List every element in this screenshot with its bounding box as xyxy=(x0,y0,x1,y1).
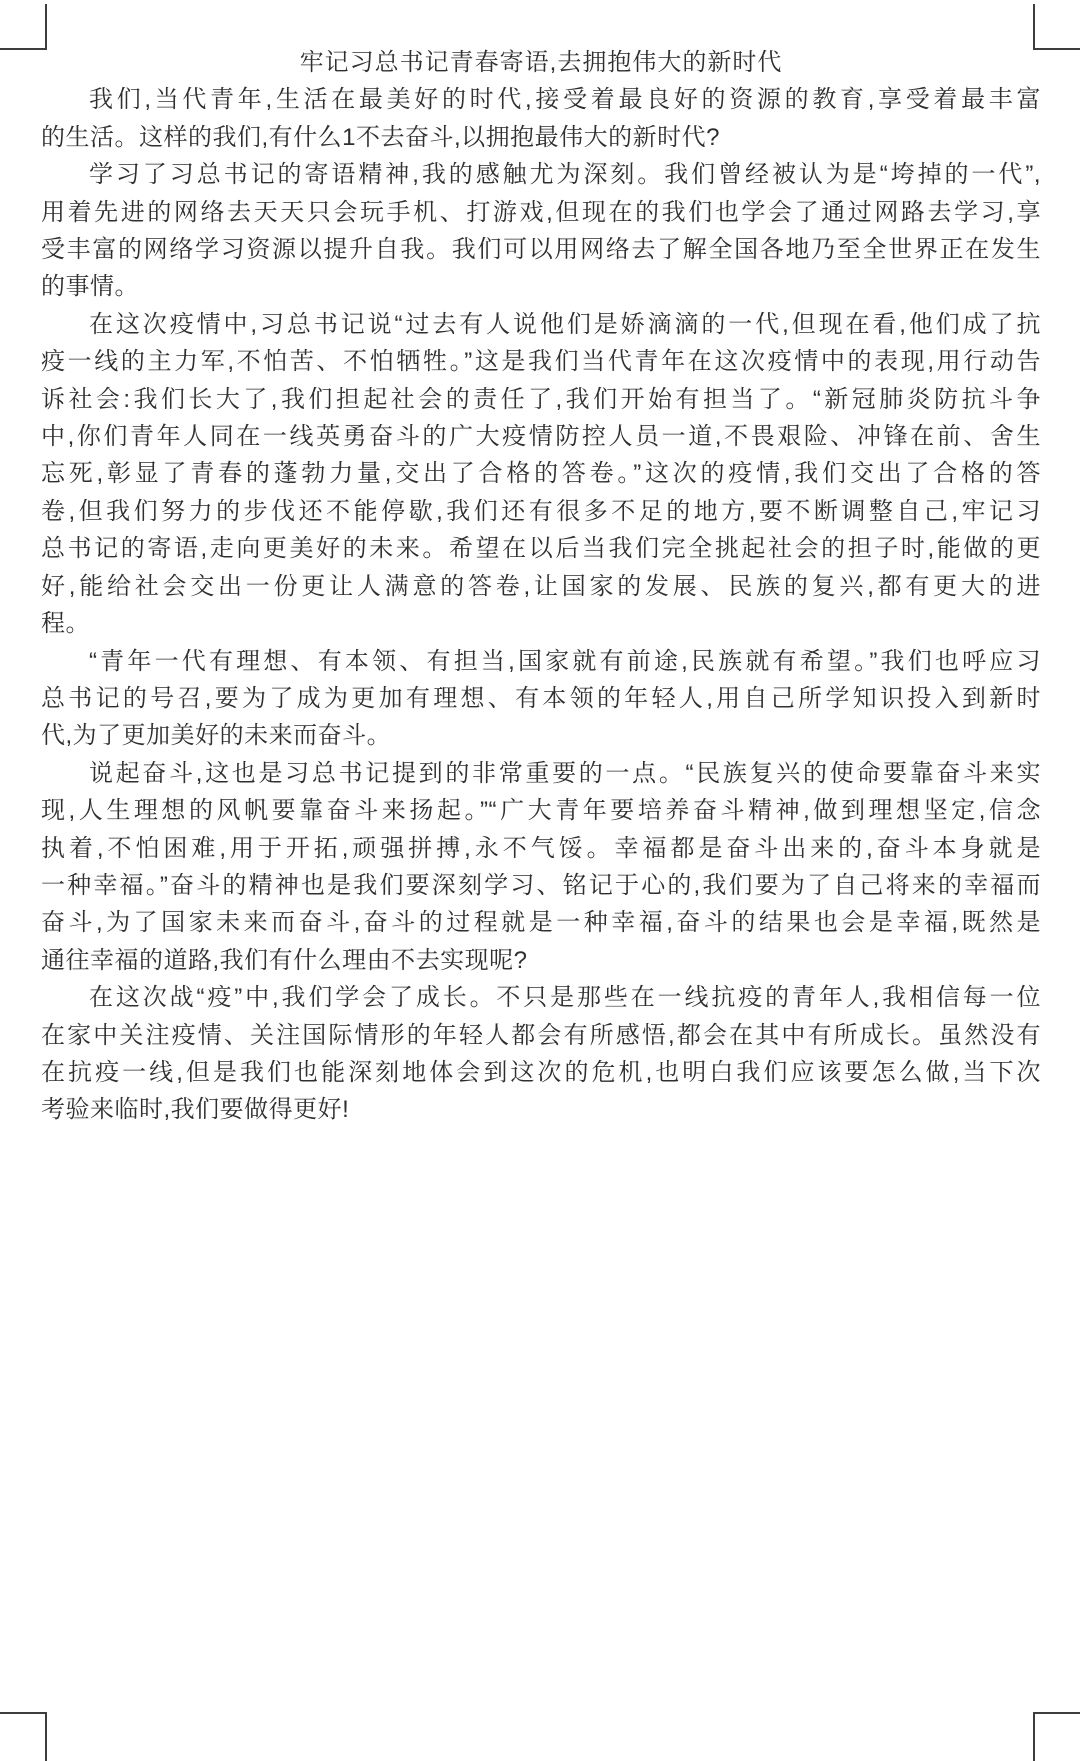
essay-paragraph xyxy=(41,81,1041,156)
essay-paragraph xyxy=(41,306,1041,643)
essay-line: 奋斗,为了国家未来而奋斗,奋斗的过程就是一种幸福,奋斗的结果也会是幸福,既然是 xyxy=(41,909,1041,937)
essay-line: 考验来临时,我们要做得更好! xyxy=(41,1096,350,1124)
essay-paragraph xyxy=(41,755,1041,979)
essay-content xyxy=(41,44,1041,1129)
essay-line: 在这次战“疫”中,我们学会了成长。不只是那些在一线抗疫的青年人,我相信每一位 xyxy=(89,984,1041,1012)
essay-line: 在抗疫一线,但是我们也能深刻地体会到这次的危机,也明白我们应该要怎么做,当下次 xyxy=(41,1058,1041,1086)
essay-line: 现,人生理想的风帆要靠奋斗来扬起。”“广大青年要培养奋斗精神,做到理想坚定,信念 xyxy=(41,797,1041,825)
essay-line: 在这次疫情中,习总书记说“过去有人说他们是娇滴滴的一代,但现在看,他们成了抗 xyxy=(89,310,1041,338)
essay-line: 疫一线的主力军,不怕苦、不怕牺牲。”这是我们当代青年在这次疫情中的表现,用行动告 xyxy=(41,348,1041,376)
essay-line: 的事情。 xyxy=(41,273,139,301)
essay-line: 受丰富的网络学习资源以提升自我。我们可以用网络去了解全国各地乃至全世界正在发生 xyxy=(41,236,1041,264)
corner-mark-bottom-left xyxy=(0,1712,47,1761)
essay-line: 代,为了更加美好的未来而奋斗。 xyxy=(41,722,392,750)
essay-line: 一种幸福。”奋斗的精神也是我们要深刻学习、铭记于心的,我们要为了自己将来的幸福而 xyxy=(41,871,1041,899)
essay-body xyxy=(41,81,1041,1128)
essay-paragraph xyxy=(41,643,1041,755)
essay-line: 用着先进的网络去天天只会玩手机、打游戏,但现在的我们也学会了通过网路去学习,享 xyxy=(41,198,1041,226)
essay-line: 总书记的号召,要为了成为更加有理想、有本领的年轻人,用自己所学知识投入到新时 xyxy=(41,684,1041,712)
essay-paragraph xyxy=(41,156,1041,306)
essay-line: 中,你们青年人同在一线英勇奋斗的广大疫情防控人员一道,不畏艰险、冲锋在前、舍生 xyxy=(41,423,1041,451)
essay-title: 牢记习总书记青春寄语,去拥抱伟大的新时代 xyxy=(299,49,783,76)
essay-line: 诉社会:我们长大了,我们担起社会的责任了,我们开始有担当了。“新冠肺炎防抗斗争 xyxy=(41,385,1041,413)
essay-line: 总书记的寄语,走向更美好的未来。希望在以后当我们完全挑起社会的担子时,能做的更 xyxy=(41,535,1041,563)
corner-mark-bottom-right xyxy=(1033,1712,1080,1761)
essay-paragraph xyxy=(41,979,1041,1129)
essay-line: 忘死,彰显了青春的蓬勃力量,交出了合格的答卷。”这次的疫情,我们交出了合格的答 xyxy=(41,460,1041,488)
essay-line: 的生活。这样的我们,有什么1不去奋斗,以拥抱最伟大的新时代? xyxy=(41,123,721,151)
corner-mark-top-left xyxy=(0,4,47,50)
essay-line: 我们,当代青年,生活在最美好的时代,接受着最良好的资源的教育,享受着最丰富 xyxy=(89,86,1041,114)
essay-line: 卷,但我们努力的步伐还不能停歇,我们还有很多不足的地方,要不断调整自己,牢记习 xyxy=(41,497,1041,525)
essay-line: 好,能给社会交出一份更让人满意的答卷,让国家的发展、民族的复兴,都有更大的进 xyxy=(41,572,1041,600)
essay-line: 程。 xyxy=(41,610,90,638)
essay-line: 说起奋斗,这也是习总书记提到的非常重要的一点。“民族复兴的使命要靠奋斗来实 xyxy=(89,759,1041,787)
essay-line: 通往幸福的道路,我们有什么理由不去实现呢? xyxy=(41,946,528,974)
essay-line: 在家中关注疫情、关注国际情形的年轻人都会有所感悟,都会在其中有所成长。虽然没有 xyxy=(41,1021,1041,1049)
essay-line: “青年一代有理想、有本领、有担当,国家就有前途,民族就有希望。”我们也呼应习 xyxy=(89,647,1041,675)
essay-line: 学习了习总书记的寄语精神,我的感触尤为深刻。我们曾经被认为是“垮掉的一代”, xyxy=(89,161,1041,189)
essay-line: 执着,不怕困难,用于开拓,顽强拼搏,永不气馁。幸福都是奋斗出来的,奋斗本身就是 xyxy=(41,834,1041,862)
